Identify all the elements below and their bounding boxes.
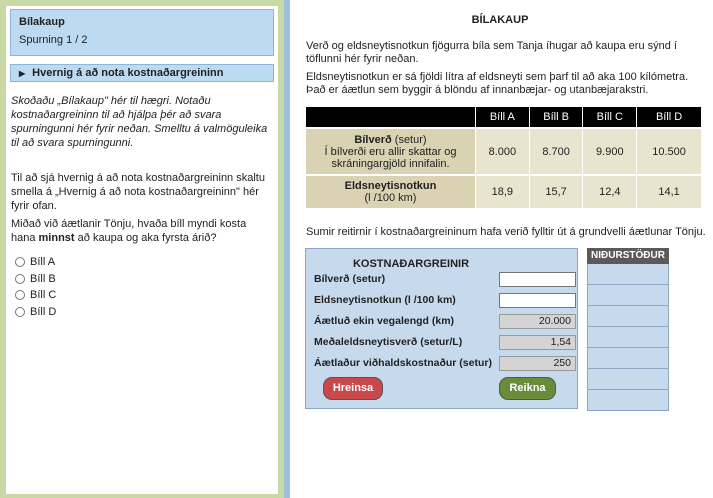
fuel-car-b: 15,7: [529, 175, 583, 208]
radio-button[interactable]: [15, 290, 25, 300]
calc-row-fuel-price: [314, 334, 576, 350]
distance-value: 20.000: [499, 314, 576, 329]
howto-label: Hvernig á að nota kostnaðargreininn: [32, 67, 224, 79]
price-car-c: 9.900: [583, 128, 637, 175]
question-panel: [6, 6, 278, 494]
option-label: Bíll C: [30, 289, 57, 302]
question-pre: Miðað við áætlanir Tönju, hvaða bíll myndi kosta hana: [11, 218, 247, 244]
price-row-label: [306, 128, 476, 175]
intro-paragraph: Verð og eldsneytisnotkun fjögurra bíla sem Tanja íhugar að kaupa eru sýnd í töflunni hér fyrir neðan.: [306, 40, 677, 65]
radio-button[interactable]: [15, 274, 25, 284]
fuel-consumption-input[interactable]: [499, 293, 576, 308]
car-price-input[interactable]: [499, 272, 576, 287]
maintenance-value: 250: [499, 356, 576, 371]
option-label: Bíll D: [30, 305, 57, 318]
price-car-d: 10.500: [637, 128, 701, 175]
results-header: NIÐURSTÖÐUR: [587, 248, 669, 264]
result-cell: [587, 327, 669, 348]
price-car-a: 8.000: [476, 128, 530, 175]
results-table: [587, 248, 669, 411]
unit-title: Bílakaup: [19, 16, 65, 28]
calc-row-maintenance: [314, 355, 576, 371]
calculate-button[interactable]: Reikna: [499, 377, 556, 400]
field-label: Áætluð ekin vegalengd (km): [314, 315, 455, 327]
fuel-car-d: 14,1: [637, 175, 701, 208]
fuel-price-value: 1,54: [499, 335, 576, 350]
calc-row-fuel: [314, 292, 576, 308]
option-label: Bíll B: [30, 272, 56, 285]
triangle-right-icon: ▶: [19, 68, 26, 78]
result-cell: [587, 369, 669, 390]
question-bold: minnst: [38, 232, 75, 244]
fuel-label: Eldsneytisnotkun: [344, 180, 437, 192]
field-label: Eldsneytisnotkun (l /100 km): [314, 294, 456, 306]
table-row-price: [306, 128, 702, 175]
table-corner: [306, 107, 476, 128]
cost-calculator: [305, 248, 578, 409]
calculator-note: Sumir reitirnir í kostnaðargreininum hafa verið fylltir út á grundvelli áætlunar Tönju.: [306, 226, 706, 238]
howto-expander[interactable]: [10, 64, 274, 82]
fuel-row-label: [306, 175, 476, 208]
fuel-car-c: 12,4: [583, 175, 637, 208]
radio-button[interactable]: [15, 257, 25, 267]
car-table: [305, 107, 701, 208]
col-header-car-a: Bíll A: [476, 107, 530, 128]
col-header-car-b: Bíll B: [529, 107, 583, 128]
option-car-a[interactable]: [15, 254, 56, 271]
option-car-c[interactable]: [15, 287, 56, 304]
result-cell: [587, 285, 669, 306]
col-header-car-d: Bíll D: [637, 107, 701, 128]
question-counter: Spurning 1 / 2: [19, 34, 88, 46]
fuel-explanation: Eldsneytisnotkun er sá fjöldi lítra af eldsneyti sem þarf til að aka 100 kílómetra. Það er áætlun sem byggir á blöndu af innanbæjar- og utanbæjarakstri.: [306, 71, 689, 96]
stimulus-panel: [290, 0, 713, 498]
radio-button[interactable]: [15, 307, 25, 317]
answer-options: [15, 254, 56, 320]
calc-row-distance: [314, 313, 576, 329]
clear-button[interactable]: Hreinsa: [323, 377, 383, 400]
field-label: Bílverð (setur): [314, 273, 386, 285]
price-unit: (setur): [391, 133, 427, 146]
col-header-car-c: Bíll C: [583, 107, 637, 128]
intro-text: Skoðaðu „Bílakaup" hér til hægri. Notaðu kostnaðargreininn til að hjálpa þér að svara spurningunni hér fyrir neðan. Smelltu á valmöguleika til að svara spurningunni.: [11, 95, 268, 149]
field-label: Meðaleldsneytisverð (setur/L): [314, 336, 463, 348]
field-label: Áætlaður viðhaldskostnaður (setur): [314, 357, 492, 369]
option-car-d[interactable]: [15, 304, 56, 321]
result-cell: [587, 306, 669, 327]
unit-header: [10, 9, 274, 56]
question-text: [11, 217, 273, 245]
price-label: Bílverð: [354, 133, 392, 146]
stimulus-title: BÍLAKAUP: [471, 14, 529, 26]
result-cell: [587, 390, 669, 411]
price-car-b: 8.700: [529, 128, 583, 175]
calc-row-price: [314, 271, 576, 287]
option-car-b[interactable]: [15, 271, 56, 288]
calculator-title: KOSTNAÐARGREINIR: [352, 258, 470, 270]
hint-text: Til að sjá hvernig á að nota kostnaðargreininn skaltu smella á „Hvernig á að nota kostnaðargreininn" hér fyrir ofan.: [11, 172, 265, 212]
fuel-car-a: 18,9: [476, 175, 530, 208]
price-note: Í bílverði eru allir skattar og skráningargjöld innifalin.: [324, 145, 457, 170]
fuel-unit: (l /100 km): [364, 192, 417, 204]
table-row-fuel: [306, 175, 702, 208]
result-cell: [587, 264, 669, 285]
question-post: að kaupa og aka fyrsta árið?: [74, 232, 217, 244]
result-cell: [587, 348, 669, 369]
option-label: Bíll A: [30, 256, 56, 269]
